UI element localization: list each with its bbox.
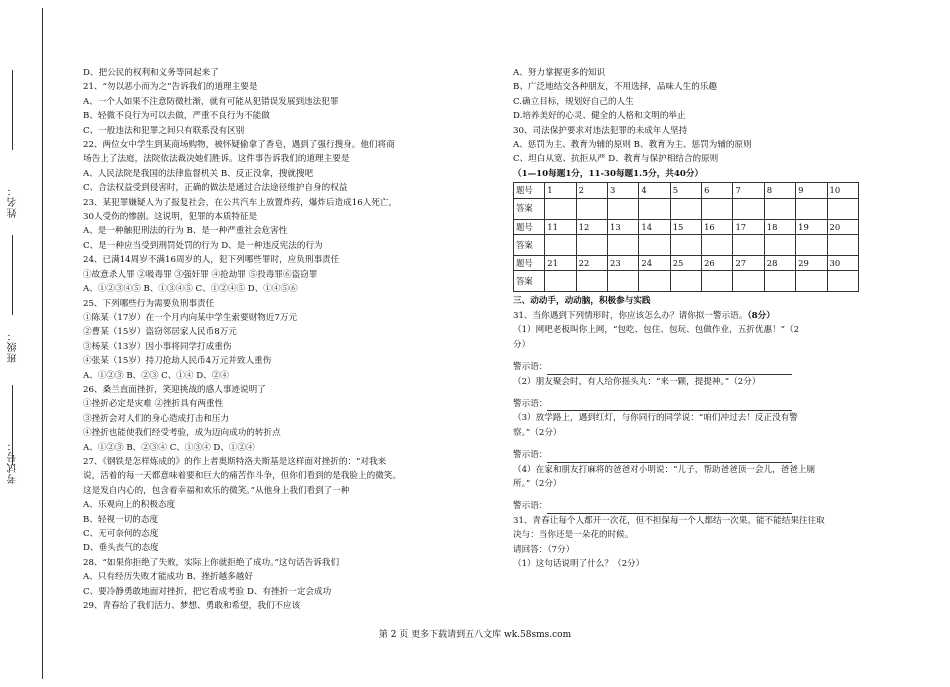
question-31-items [513,323,875,513]
text-line: （1）这句话说明了什么？（2分） [513,558,645,569]
question-number-cell: 26 [702,256,733,271]
question-number-cell: 18 [764,219,795,234]
warning-label: 警示语： [513,362,548,373]
answer-cell[interactable] [670,235,701,256]
text-line: A、努力掌握更多的知识 [513,68,606,78]
question-number-cell: 19 [796,219,827,234]
answer-cell[interactable] [796,235,827,256]
text-line: C、坦白从宽、抗拒从严 D、教育与保护相结合的原则 [513,154,719,165]
warning-answer-line[interactable] [547,453,792,463]
question-number-cell: 4 [639,183,670,198]
text-line: C、是一种应当受到刑罚处罚的行为 D、是一种违反宪法的行为 [83,240,323,251]
text-line: ②曹某（15岁）盗窃邻居家人民币8万元 [83,327,237,338]
text-line: 决与：当你还是一朵花的时候。 [513,530,634,541]
text-line: 31、青春让每个人都开一次花，但不担保每一个人都结一次果。能不能结果往往取 [513,515,825,526]
answer-cell[interactable] [764,198,795,219]
text-line: A、乐观向上的积极态度 [83,500,176,511]
question-number-cell: 27 [733,256,764,271]
text-line: ①陈某（17岁）在一个月内向某中学生索要财物近7万元 [83,312,298,323]
answer-cell[interactable] [545,235,576,256]
class-label: 班级： [8,330,19,363]
text-line: A、是一种触犯刑法的行为 B、是一种严重社会危害性 [83,226,288,237]
question-number-cell: 3 [608,183,639,198]
question-number-cell: 12 [576,219,607,234]
answer-label-cell: 答案 [514,271,545,292]
text-line: C、合法权益受到侵害时，正确的做法是通过合法途径维护自身的权益 [83,183,348,194]
answer-cell[interactable] [545,198,576,219]
answer-row [514,235,859,256]
answer-cell[interactable] [733,271,764,292]
question-31-score: （8分） [747,310,775,321]
text-line: ①故意杀人罪 ②吸毒罪 ③强奸罪 ④抢劫罪 ⑤投毒罪⑥盗窃罪 [83,269,318,280]
question-number-cell: 23 [608,256,639,271]
answer-cell[interactable] [639,235,670,256]
binding-line [42,8,43,679]
text-line: 说，活着的每一天都意味着要和巨大的痛苦作斗争，但你们看到的是我脸上的微笑。 [83,471,401,482]
text-line: 场告上了法庭，法院依法裁决她们胜诉。这件事告诉我们的道理主要是 [83,154,350,165]
text-line: 28、“如果你拒绝了失败，实际上你就拒绝了成功。”这句话告诉我们 [83,557,340,568]
question-number-cell: 1 [545,183,576,198]
text-line: C、要冷静勇敢地面对挫折，把它看成考验 D、有挫折一定会成功 [83,586,332,597]
name-blank[interactable] [12,70,13,150]
scenario-line: （3）放学路上，遇到红灯，与你同行的同学说：“咱们冲过去！反正没有警 [513,413,798,424]
question-number-cell: 25 [670,256,701,271]
warning-row [513,499,875,513]
question-number-cell: 24 [639,256,670,271]
text-line: C、无可奈何的态度 [83,529,159,539]
question-number-cell: 8 [764,183,795,198]
text-line: B、轻视一切的态度 [83,514,159,525]
question-number-cell: 5 [670,183,701,198]
answer-cell[interactable] [764,271,795,292]
number-row [514,183,859,198]
question-number-cell: 14 [639,219,670,234]
spacer [513,389,875,397]
question-number-cell: 29 [796,256,827,271]
text-line: 22、两位女中学生到某商场购物，被怀疑偷拿了香皂，遇到了强行搜身。他们将商 [83,140,395,151]
answer-cell[interactable] [576,235,607,256]
number-label-cell: 题号 [514,183,545,198]
text-line: A、①②③④⑤ B、①③④⑤ C、①②④⑤ D、①④⑤⑥ [83,284,298,295]
warning-answer-line[interactable] [547,365,792,375]
answer-cell[interactable] [702,271,733,292]
question-number-cell: 6 [702,183,733,198]
question-number-cell: 22 [576,256,607,271]
warning-row [513,397,875,411]
page-footer: 第 2 页 更多下载请到五八文库 wk.58sms.com [378,630,572,640]
question-31-prompt [513,309,875,323]
text-line: 26、桑兰直面挫折，笑迎挑战的感人事迹说明了 [83,384,266,395]
question-number-cell: 10 [827,183,858,198]
answer-cell[interactable] [827,271,858,292]
number-label-cell: 题号 [514,219,545,234]
text-line: 30人受伤的惨剧。这说明，犯罪的本质特征是 [83,212,258,223]
warning-answer-line[interactable] [547,401,792,411]
question-number-cell: 11 [545,219,576,234]
warning-label: 警示语： [513,398,548,409]
text-line: ③杨某（13岁）因小事将同学打成重伤 [83,341,232,352]
question-number-cell: 21 [545,256,576,271]
right-column [513,66,875,571]
text-line: 27、《钢铁是怎样炼成的》的作上者奥斯特洛夫斯基是这样面对挫折的：“对我来 [83,456,387,467]
text-line: D.培养美好的心灵、健全的人格和文明的举止 [513,111,686,122]
scenario-line: 察。”（2分） [513,427,562,438]
text-line: A、只有经历失败才能成功 B、挫折越多越好 [83,572,253,583]
question-30-block [513,66,875,167]
answer-cell[interactable] [670,198,701,219]
text-line: ③挫折会对人们的身心造成打击和压力 [83,413,230,424]
warning-row [513,360,875,374]
warning-row [513,448,875,462]
answer-label-cell: 答案 [514,198,545,219]
question-number-cell: 20 [827,219,858,234]
scenario-line: 所。”（2分） [513,478,562,489]
text-line: ④张某（15岁）持刀抢劫人民币4万元并致人重伤 [83,356,272,367]
text-line: 23、某犯罪嫌疑人为了报复社会，在公共汽车上放置炸药，爆炸后造成16人死亡， [83,197,398,208]
scenario-line: （1）网吧老板叫你上网，“包吃、包住、包玩、包做作业，五折优惠！”（2 [513,325,800,336]
number-row [514,256,859,271]
warning-label: 警示语： [513,450,548,461]
text-line: A、①②③ B、②③④ C、①③④ D、①②④ [83,442,255,453]
text-line: C.确立目标，规划好自己的人生 [513,96,634,107]
text-line: 30、司法保护要求对违法犯罪的未成年人坚持 [513,125,688,136]
answer-label-cell: 答案 [514,235,545,256]
answer-cell[interactable] [827,235,858,256]
answer-cell[interactable] [764,235,795,256]
answer-row [514,271,859,292]
spacer [513,352,875,360]
question-number-cell: 2 [576,183,607,198]
answer-cell[interactable] [733,198,764,219]
answer-cell[interactable] [702,198,733,219]
answer-cell[interactable] [670,271,701,292]
answer-table [513,182,859,292]
answer-cell[interactable] [576,271,607,292]
scenario-line: （2）朋友聚会时，有人给你摇头丸：“来一颗，提提神。”（2分） [513,376,761,387]
text-line: A、一个人如果不注意防微杜渐，就有可能从犯错误发展到违法犯罪 [83,96,339,107]
text-line: 请回答：（7分） [513,544,575,555]
answer-cell[interactable] [639,271,670,292]
text-line: B、轻微不良行为可以去做，严重不良行为不能做 [83,111,270,122]
text-line: 这是发自内心的，包含着幸福和欢乐的微笑。”从他身上我们看到了一种 [83,485,350,496]
answer-cell[interactable] [639,198,670,219]
answer-cell[interactable] [796,198,827,219]
text-line: ④挫折也能使我们经受考验，成为迈向成功的转折点 [83,428,281,439]
answer-cell[interactable] [827,198,858,219]
text-line: 25、下列哪些行为需要负刑事责任 [83,298,215,309]
question-31b-block [513,514,875,572]
class-blank[interactable] [12,235,13,315]
number-row [514,219,859,234]
question-number-cell: 28 [764,256,795,271]
answer-cell[interactable] [733,235,764,256]
left-column [83,66,503,613]
text-line: A、惩罚为主、教育为辅的原则 B、教育为主、惩罚为辅的原则 [513,140,752,151]
spacer [513,440,875,448]
text-line: D、垂头丧气的态度 [83,543,159,554]
text-line: B、广泛地结交各种朋友，不用选择，品味人生的乐趣 [513,82,717,93]
text-line: C、一般违法和犯罪之间只有联系没有区别 [83,125,245,136]
spacer [513,491,875,499]
number-label-cell: 题号 [514,256,545,271]
name-label: 姓名： [8,185,19,218]
section-3-title: 三、动动手，动动脑，积极参与实践 [513,296,651,307]
warning-answer-line[interactable] [547,504,792,514]
text-line: 29、青春给了我们活力、梦想、勇敢和希望，我们不应该 [83,601,301,612]
question-number-cell: 9 [796,183,827,198]
answer-cell[interactable] [608,271,639,292]
score-note: （1—10每题1分，11-30每题1.5分，共40分） [513,168,704,179]
question-number-cell: 13 [608,219,639,234]
text-line: ①挫折必定是灾难 ②挫折具有两重性 [83,399,224,410]
text-line: 21、“勿以恶小而为之”告诉我们的道理主要是 [83,82,258,93]
question-number-cell: 7 [733,183,764,198]
question-31-text: 31、当你遇到下列情形时，你应该怎么办？请你拟一警示语。 [513,310,748,321]
binding-margin [0,0,62,687]
question-number-cell: 17 [733,219,764,234]
scenario-line: （4）在家和朋友打麻将的爸爸对小明说：“儿子，帮助爸爸顶一会儿，爸爸上厕 [513,464,816,475]
text-line: A、人民法院是我国的法律监督机关 B、反正没拿，搜就搜吧 [83,168,314,179]
exam-number-label: 考试号： [8,440,19,484]
text-line: D、把公民的权利和义务等同起来了 [83,68,219,78]
question-number-cell: 15 [670,219,701,234]
question-number-cell: 16 [702,219,733,234]
answer-cell[interactable] [608,235,639,256]
text-line: 24、已满14周岁不满16周岁的人，犯下列哪些罪时，应负刑事责任 [83,255,340,266]
scenario-line: 分） [513,339,531,350]
answer-cell[interactable] [576,198,607,219]
warning-label: 警示语： [513,501,548,512]
answer-cell[interactable] [702,235,733,256]
answer-cell[interactable] [796,271,827,292]
answer-row [514,198,859,219]
answer-cell[interactable] [545,271,576,292]
text-line: A、①②③ B、②③ C、①④ D、②④ [83,370,229,381]
answer-cell[interactable] [608,198,639,219]
question-number-cell: 30 [827,256,858,271]
